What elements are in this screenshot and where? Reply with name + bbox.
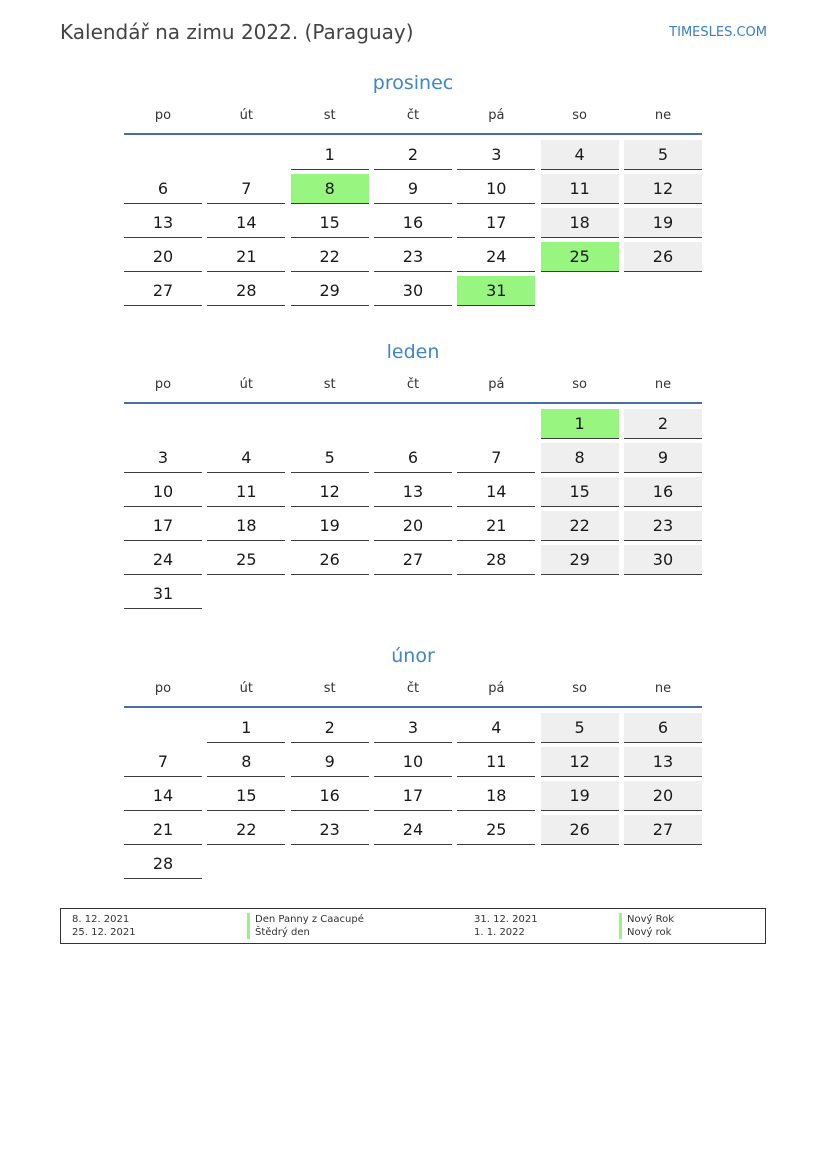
month-block-0 [124, 69, 702, 306]
day-cell: 6 [374, 443, 452, 473]
weekday-label: čt [406, 376, 420, 392]
day-cell: 12 [541, 747, 619, 777]
day-cell: 2 [291, 713, 369, 743]
legend-holiday-name: Štědrý den [247, 926, 310, 939]
month-block-1 [124, 338, 702, 609]
day-cell: 7 [207, 174, 285, 204]
day-cell: 18 [541, 208, 619, 238]
day-cell: 21 [124, 815, 202, 845]
day-cell: 23 [624, 511, 702, 541]
day-cell: 9 [374, 174, 452, 204]
day-cell: 25 [457, 815, 535, 845]
day-cell: 26 [624, 242, 702, 272]
day-cell: 19 [624, 208, 702, 238]
weekday-label: so [572, 376, 587, 392]
weekday-label: ne [654, 107, 672, 123]
day-cell: 11 [207, 477, 285, 507]
day-cell: 2 [374, 140, 452, 170]
day-cell: 12 [624, 174, 702, 204]
day-cell: 3 [124, 443, 202, 473]
day-grid [124, 409, 702, 609]
day-cell: 30 [624, 545, 702, 575]
day-cell: 17 [374, 781, 452, 811]
day-cell: 25 [207, 545, 285, 575]
empty-cell [457, 409, 535, 439]
month-name: prosinec [372, 72, 454, 94]
weekday-label: út [239, 376, 253, 392]
day-cell: 28 [207, 276, 285, 306]
day-grid [124, 713, 702, 879]
day-cell: 14 [124, 781, 202, 811]
day-cell: 17 [457, 208, 535, 238]
day-cell: 22 [207, 815, 285, 845]
day-cell: 16 [624, 477, 702, 507]
weekday-label: pá [488, 376, 505, 392]
day-cell: 24 [374, 815, 452, 845]
day-cell: 4 [457, 713, 535, 743]
page-title: Kalendář na zimu 2022. (Paraguay) [60, 20, 414, 44]
day-cell: 16 [374, 208, 452, 238]
weekday-header [124, 97, 702, 133]
day-cell: 23 [374, 242, 452, 272]
day-cell: 7 [124, 747, 202, 777]
day-cell: 26 [541, 815, 619, 845]
weekday-label: so [572, 107, 587, 123]
day-cell: 30 [374, 276, 452, 306]
day-cell: 27 [624, 815, 702, 845]
weekday-header [124, 670, 702, 706]
day-cell: 10 [374, 747, 452, 777]
day-cell: 24 [124, 545, 202, 575]
day-cell: 10 [457, 174, 535, 204]
weekday-header [124, 366, 702, 402]
day-cell: 3 [457, 140, 535, 170]
day-cell: 28 [457, 545, 535, 575]
day-cell: 11 [541, 174, 619, 204]
weekday-label: ne [654, 376, 672, 392]
day-cell: 2 [624, 409, 702, 439]
empty-cell [124, 140, 202, 170]
empty-cell [291, 409, 369, 439]
day-cell: 22 [291, 242, 369, 272]
weekday-label: st [323, 376, 336, 392]
legend-holiday-name: Nový rok [619, 926, 671, 939]
day-cell: 11 [457, 747, 535, 777]
header-divider [124, 402, 702, 404]
day-cell: 6 [124, 174, 202, 204]
day-cell: 19 [291, 511, 369, 541]
day-cell: 15 [541, 477, 619, 507]
weekday-label: pá [488, 680, 505, 696]
weekday-label: ne [654, 680, 672, 696]
weekday-label: út [239, 680, 253, 696]
day-cell: 15 [291, 208, 369, 238]
day-cell: 4 [541, 140, 619, 170]
weekday-label: st [323, 107, 336, 123]
day-cell: 1 [207, 713, 285, 743]
holiday-day-cell: 1 [541, 409, 619, 439]
holiday-day-cell: 25 [541, 242, 619, 272]
day-cell: 16 [291, 781, 369, 811]
day-cell: 31 [124, 579, 202, 609]
day-cell: 19 [541, 781, 619, 811]
weekday-label: pá [488, 107, 505, 123]
month-name: únor [391, 645, 435, 667]
day-cell: 10 [124, 477, 202, 507]
weekday-label: út [239, 107, 253, 123]
month-name: leden [386, 341, 440, 363]
day-cell: 9 [624, 443, 702, 473]
day-grid [124, 140, 702, 306]
empty-cell [207, 140, 285, 170]
day-cell: 13 [124, 208, 202, 238]
legend-date: 31. 12. 2021 [474, 914, 538, 925]
day-cell: 27 [124, 276, 202, 306]
day-cell: 12 [291, 477, 369, 507]
legend-date: 25. 12. 2021 [72, 927, 136, 938]
day-cell: 27 [374, 545, 452, 575]
legend-holiday-name: Den Panny z Caacupé [247, 913, 364, 926]
day-cell: 20 [374, 511, 452, 541]
header-divider [124, 706, 702, 708]
legend-date: 8. 12. 2021 [72, 914, 130, 925]
weekday-label: po [154, 376, 172, 392]
day-cell: 14 [457, 477, 535, 507]
site-link[interactable]: TIMESLES.COM [669, 25, 767, 40]
day-cell: 4 [207, 443, 285, 473]
day-cell: 26 [291, 545, 369, 575]
day-cell: 17 [124, 511, 202, 541]
day-cell: 22 [541, 511, 619, 541]
holiday-day-cell: 31 [457, 276, 535, 306]
day-cell: 20 [624, 781, 702, 811]
day-cell: 18 [207, 511, 285, 541]
day-cell: 21 [457, 511, 535, 541]
day-cell: 13 [374, 477, 452, 507]
day-cell: 21 [207, 242, 285, 272]
weekday-label: čt [406, 107, 420, 123]
day-cell: 15 [207, 781, 285, 811]
day-cell: 13 [624, 747, 702, 777]
empty-cell [374, 409, 452, 439]
holiday-day-cell: 8 [291, 174, 369, 204]
holiday-legend [60, 908, 766, 944]
day-cell: 7 [457, 443, 535, 473]
day-cell: 20 [124, 242, 202, 272]
day-cell: 24 [457, 242, 535, 272]
empty-cell [124, 713, 202, 743]
weekday-label: st [323, 680, 336, 696]
day-cell: 28 [124, 849, 202, 879]
day-cell: 3 [374, 713, 452, 743]
weekday-label: čt [406, 680, 420, 696]
empty-cell [124, 409, 202, 439]
day-cell: 6 [624, 713, 702, 743]
empty-cell [207, 409, 285, 439]
day-cell: 5 [541, 713, 619, 743]
day-cell: 23 [291, 815, 369, 845]
day-cell: 14 [207, 208, 285, 238]
day-cell: 18 [457, 781, 535, 811]
day-cell: 29 [291, 276, 369, 306]
weekday-label: po [154, 107, 172, 123]
legend-holiday-name: Nový Rok [619, 913, 674, 926]
day-cell: 5 [624, 140, 702, 170]
day-cell: 29 [541, 545, 619, 575]
day-cell: 9 [291, 747, 369, 777]
day-cell: 8 [541, 443, 619, 473]
weekday-label: po [154, 680, 172, 696]
day-cell: 1 [291, 140, 369, 170]
day-cell: 5 [291, 443, 369, 473]
legend-date: 1. 1. 2022 [474, 927, 525, 938]
day-cell: 8 [207, 747, 285, 777]
month-block-2 [124, 642, 702, 879]
weekday-label: so [572, 680, 587, 696]
header-divider [124, 133, 702, 135]
